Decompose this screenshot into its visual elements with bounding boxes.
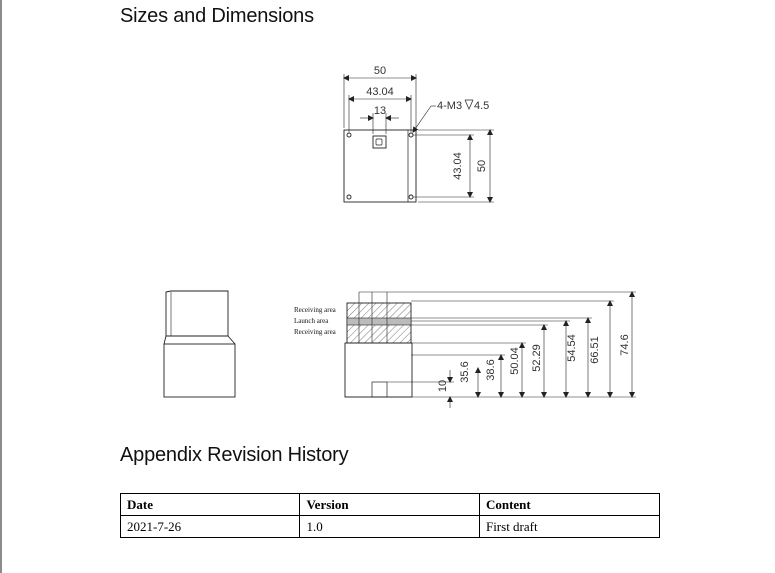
section-title-sizes: Sizes and Dimensions xyxy=(120,5,314,27)
revision-history-table xyxy=(120,493,660,538)
top-view-outline xyxy=(344,130,416,202)
table-row xyxy=(121,516,660,538)
label-receiving-area-top: Receiving area xyxy=(294,306,336,314)
column-header-version: Version xyxy=(300,494,479,516)
side-view-left-drawing xyxy=(164,291,235,397)
mounting-hole-4 xyxy=(409,195,413,199)
cell-content: First draft xyxy=(479,516,659,538)
table-header-row xyxy=(121,494,660,516)
dim-height-label: 50 xyxy=(476,159,488,173)
dim-hole-spacing-label: 43.04 xyxy=(366,86,394,98)
mounting-hole-2 xyxy=(409,133,413,137)
dim-height-35-6: 35.6 xyxy=(459,361,471,383)
dim-base-label: 10 xyxy=(437,379,449,393)
connector-outline xyxy=(373,136,386,148)
dim-height-66-51: 66.51 xyxy=(589,336,601,364)
cell-date: 2021-7-26 xyxy=(121,516,300,538)
label-receiving-area-bottom: Receiving area xyxy=(294,328,336,336)
column-header-date: Date xyxy=(121,494,300,516)
depth-symbol-icon xyxy=(465,100,473,109)
dim-height-38-6: 38.6 xyxy=(485,359,497,381)
label-launch-area: Launch area xyxy=(294,317,329,325)
dim-height-74-6: 74.6 xyxy=(619,334,631,356)
hole-depth-label: 4.5 xyxy=(474,100,490,112)
dim-connector-label: 13 xyxy=(373,105,387,117)
cell-version: 1.0 xyxy=(300,516,479,538)
section-title-revision-history: Appendix Revision History xyxy=(120,444,349,466)
hole-callout-label: 4-M3 xyxy=(437,100,463,112)
mounting-hole-3 xyxy=(347,195,351,199)
dim-height-52-29: 52.29 xyxy=(531,344,543,372)
dim-height-54-54: 54.54 xyxy=(566,334,578,362)
dim-hole-spacing-v-label: 43.04 xyxy=(452,152,464,180)
column-header-content: Content xyxy=(479,494,659,516)
dim-width-label: 50 xyxy=(373,65,387,77)
mounting-hole-1 xyxy=(347,133,351,137)
dim-height-50-04: 50.04 xyxy=(509,347,521,375)
